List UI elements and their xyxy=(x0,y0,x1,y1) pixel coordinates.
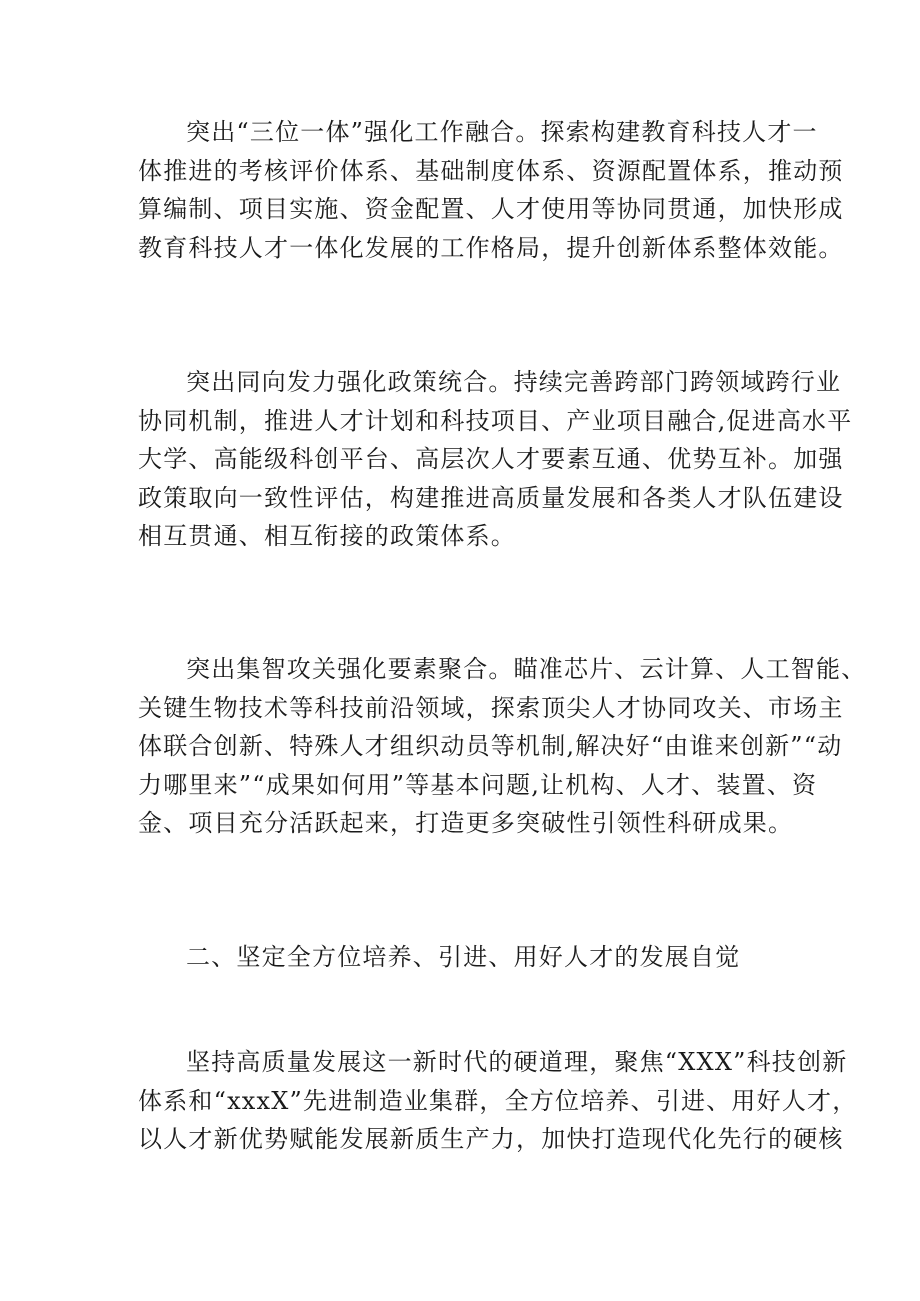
paragraph-line: 教育科技人才一体化发展的工作格局，提升创新体系整体效能。 xyxy=(138,233,844,262)
paragraph-line: 算编制、项目实施、资金配置、人才使用等协同贯通，加快形成 xyxy=(138,195,844,224)
paragraph-line: 突出“三位一体”强化工作融合。探索构建教育科技人才一 xyxy=(186,118,818,146)
paragraph-factor-aggregation xyxy=(138,650,867,843)
paragraph-line: 体联合创新、特殊人才组织动员等机制,解决好“由谁来创新”“动 xyxy=(138,732,843,761)
paragraph-line: 突出集智攻关强化要素聚合。瞄准芯片、云计算、人工智能、 xyxy=(186,655,867,683)
paragraph-policy-integration xyxy=(138,363,853,556)
paragraph-line: 关键生物技术等科技前沿领域，探索顶尖人才协同攻关、市场主 xyxy=(138,693,844,722)
paragraph-high-quality-development xyxy=(138,1043,858,1159)
paragraph-line: 协同机制，推进人才计划和科技项目、产业项目融合,促进高水平 xyxy=(138,406,853,435)
paragraph-line: 体系和“xxxX”先进制造业集群，全方位培养、引进、用好人才， xyxy=(138,1086,858,1115)
paragraph-line: 体推进的考核评价体系、基础制度体系、资源配置体系，推动预 xyxy=(138,156,844,185)
paragraph-line: 金、项目充分活跃起来，打造更多突破性引领性科研成果。 xyxy=(138,809,794,838)
paragraph-line: 以人才新优势赋能发展新质生产力，加快打造现代化先行的硬核 xyxy=(138,1125,844,1154)
paragraph-line: 大学、高能级科创平台、高层次人才要素互通、优势互补。加强 xyxy=(138,445,844,474)
paragraph-three-in-one xyxy=(138,113,844,267)
section-heading: 二、坚定全方位培养、引进、用好人才的发展自觉 xyxy=(186,943,741,971)
paragraph-line: 相互贯通、相互衔接的政策体系。 xyxy=(138,522,516,551)
paragraph-line: 坚持高质量发展这一新时代的硬道理，聚焦“XXX”科技创新 xyxy=(186,1048,848,1076)
paragraph-line: 突出同向发力强化政策统合。持续完善跨部门跨领域跨行业 xyxy=(186,368,842,396)
paragraph-line: 政策取向一致性评估，构建推进高质量发展和各类人才队伍建设 xyxy=(138,483,844,512)
paragraph-line: 力哪里来”“成果如何用”等基本问题,让机构、人才、装置、资 xyxy=(138,770,818,799)
